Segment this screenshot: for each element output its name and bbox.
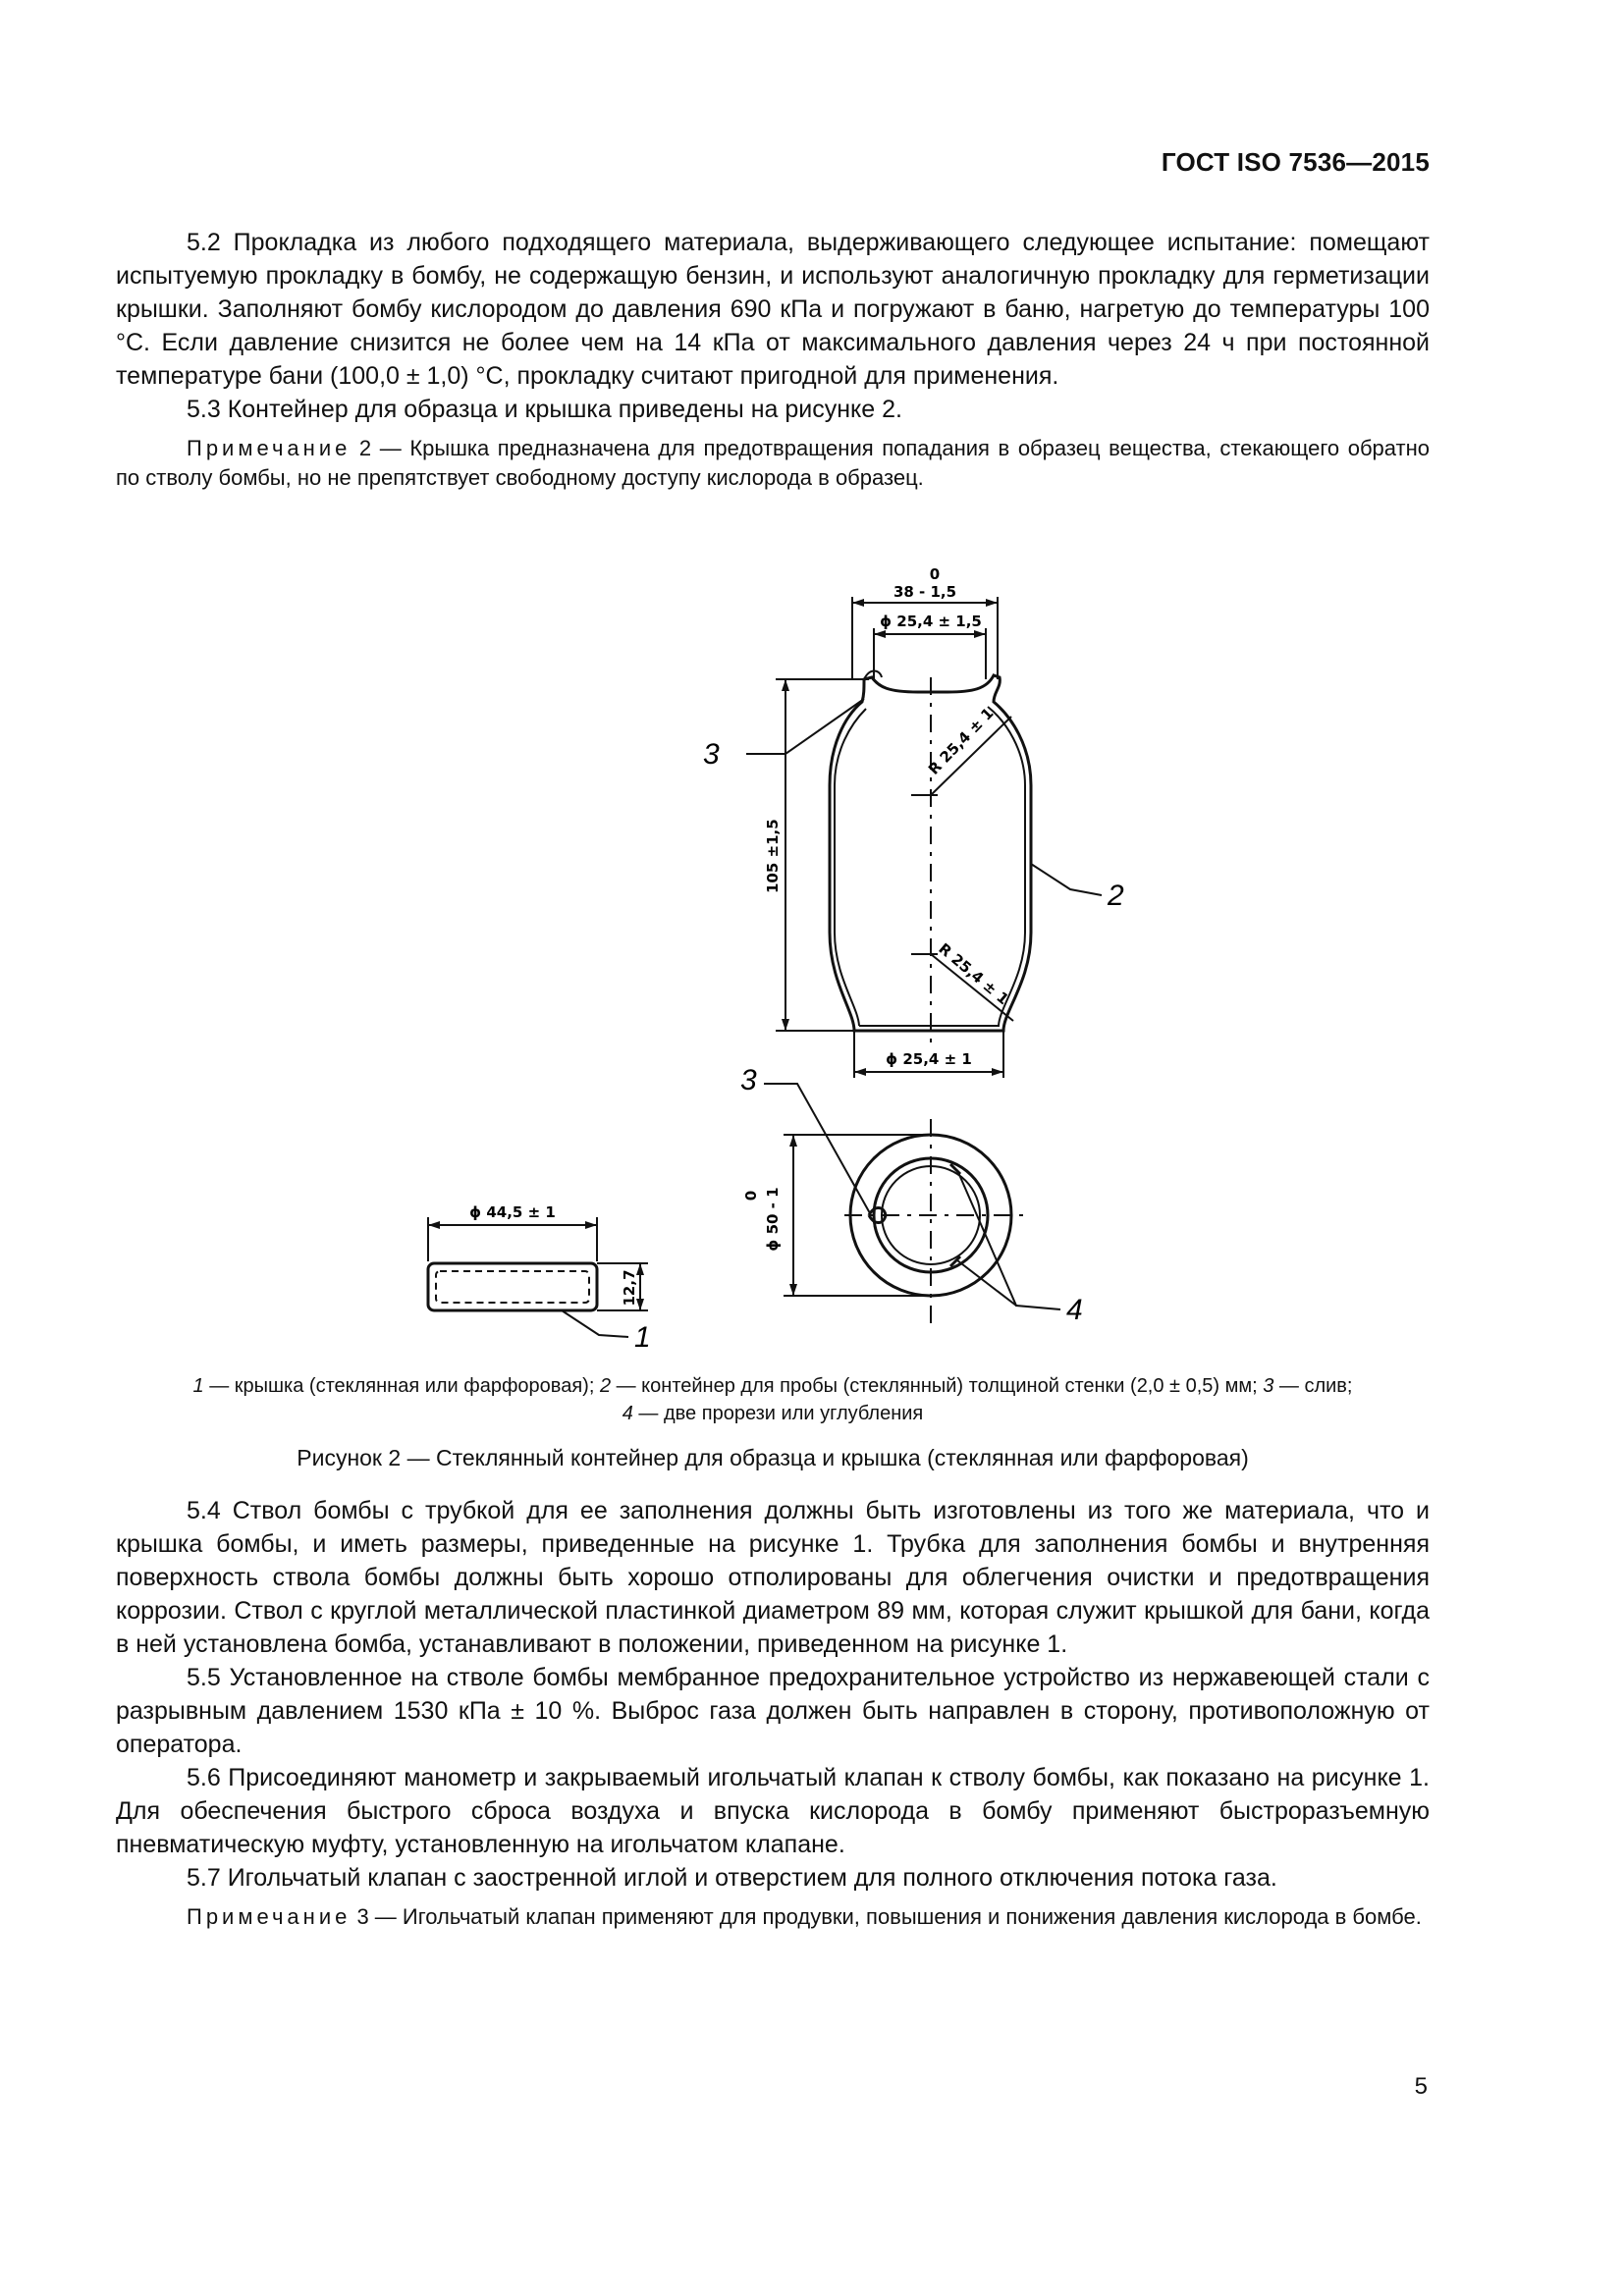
top-tol-label: 0 — [929, 565, 941, 583]
legend-num-1: 1 — [192, 1375, 204, 1397]
radius-top-label: R 25,4 ± 1 — [924, 704, 998, 778]
callout-4: 4 — [1066, 1294, 1083, 1326]
figure-caption: Рисунок 2 — Стеклянный контейнер для образца и крышка (стеклянная или фарфоровая) — [297, 1445, 1249, 1470]
note-text: 3 — Игольчатый клапан применяют для продувки, повышения и понижения давления кислорода в бомбе. — [351, 1904, 1422, 1929]
legend-num-2: 2 — [599, 1375, 612, 1397]
callout-3a: 3 — [703, 738, 720, 771]
callout-2-leader — [1031, 864, 1102, 895]
legend-num-4: 4 — [622, 1403, 633, 1424]
legend-text-3: — слив; — [1273, 1375, 1353, 1397]
standard-header: ГОСТ ISO 7536—2015 — [1161, 147, 1430, 177]
callout-1: 1 — [634, 1321, 651, 1354]
legend-num-3: 3 — [1263, 1375, 1274, 1397]
figure-2-drawing — [0, 550, 1624, 1355]
note-2 — [116, 434, 1430, 493]
legend-text-2: — контейнер для пробы (стеклянный) толщиной стенки (2,0 ± 0,5) мм; — [611, 1375, 1264, 1397]
callout-3b: 3 — [740, 1064, 757, 1096]
legend-line-1 — [116, 1372, 1430, 1400]
paragraph-5-7: 5.7 Игольчатый клапан с заостренной иглой и отверстием для полного отключения потока газа. — [187, 1864, 1277, 1892]
legend-line-2 — [116, 1400, 1430, 1427]
base-diam-label: ϕ 25,4 ± 1 — [886, 1050, 972, 1068]
height-label: 105 ±1,5 — [764, 819, 782, 893]
page-number: 5 — [1414, 2073, 1428, 2100]
outer-tol-label: 0 — [742, 1190, 760, 1201]
note-3 — [116, 1902, 1430, 1932]
legend-text-4: — две прорези или углубления — [632, 1403, 924, 1424]
figure-legend — [116, 1372, 1430, 1427]
top-width-label: 38 - 1,5 — [893, 583, 957, 601]
callout-1-leader — [562, 1310, 628, 1337]
note-label: Примечание — [187, 1904, 352, 1929]
outer-diam-label: ϕ 50 - 1 — [764, 1187, 782, 1252]
radius-bottom-label: R 25,4 ± 1 — [935, 939, 1012, 1009]
neck-diam-label: ϕ 25,4 ± 1,5 — [880, 613, 982, 630]
lid-inner — [436, 1271, 589, 1303]
top-text-block — [116, 226, 1430, 493]
bottom-text-block — [116, 1494, 1430, 1932]
paragraph-5-2: 5.2 Прокладка из любого подходящего материала, выдерживающего следующее испытание: помещают испытуемую прокладку в бомбу, не содержащую бензин, и используют аналогичную прокладку для герметизации крышки. Заполняют бомбу кислородом до давления 690 кПа и погружают в баню, нагретую до температуры 100 °С. Если давление снизится не более чем на 14 кПа от максимального давления через 24 ч при постоянной температуре бани (100,0 ± 1,0) °С, прокладку считают пригодной для применения. — [116, 229, 1430, 390]
legend-text-1: — крышка (стеклянная или фарфоровая); — [203, 1375, 600, 1397]
callout-2: 2 — [1108, 880, 1124, 912]
paragraph-5-3: 5.3 Контейнер для образца и крышка приведены на рисунке 2. — [187, 396, 902, 423]
callout-3a-leader — [746, 699, 864, 754]
lid-height-label: 12,7 — [621, 1269, 638, 1307]
note-text: 2 — Крышка предназначена для предотвращения попадания в образец вещества, стекающего обратно по стволу бомбы, но не препятствует свободному доступу кислорода в образец. — [116, 436, 1430, 490]
paragraph-5-6: 5.6 Присоединяют манометр и закрываемый игольчатый клапан к стволу бомбы, как показано на рисунке 1. Для обеспечения быстрого сброса воздуха и впуска кислорода в бомбу применяют быстроразъемную пневматическую муфту, установленную на игольчатом клапане. — [116, 1764, 1430, 1858]
paragraph-5-4: 5.4 Ствол бомбы с трубкой для ее заполнения должны быть изготовлены из того же материала, что и крышка бомбы, и иметь размеры, приведенные на рисунке 1. Трубка для заполнения бомбы и внутренняя поверхность ствола бомбы должны быть хорошо отполированы для облегчения очистки и предотвращения коррозии. Ствол с круглой металлической пластинкой диаметром 89 мм, которая служит крышкой для бани, когда в ней установлена бомба, устанавливают в положении, приведенном на рисунке 1. — [116, 1497, 1430, 1658]
lid-diam-label: ϕ 44,5 ± 1 — [469, 1203, 556, 1221]
note-label: Примечание — [187, 436, 352, 460]
paragraph-5-5: 5.5 Установленное на стволе бомбы мембранное предохранительное устройство из нержавеющей стали с разрывным давлением 1530 кПа ± 10 %. Выброс газа должен быть направлен в сторону, противоположную от оператора. — [116, 1664, 1430, 1758]
